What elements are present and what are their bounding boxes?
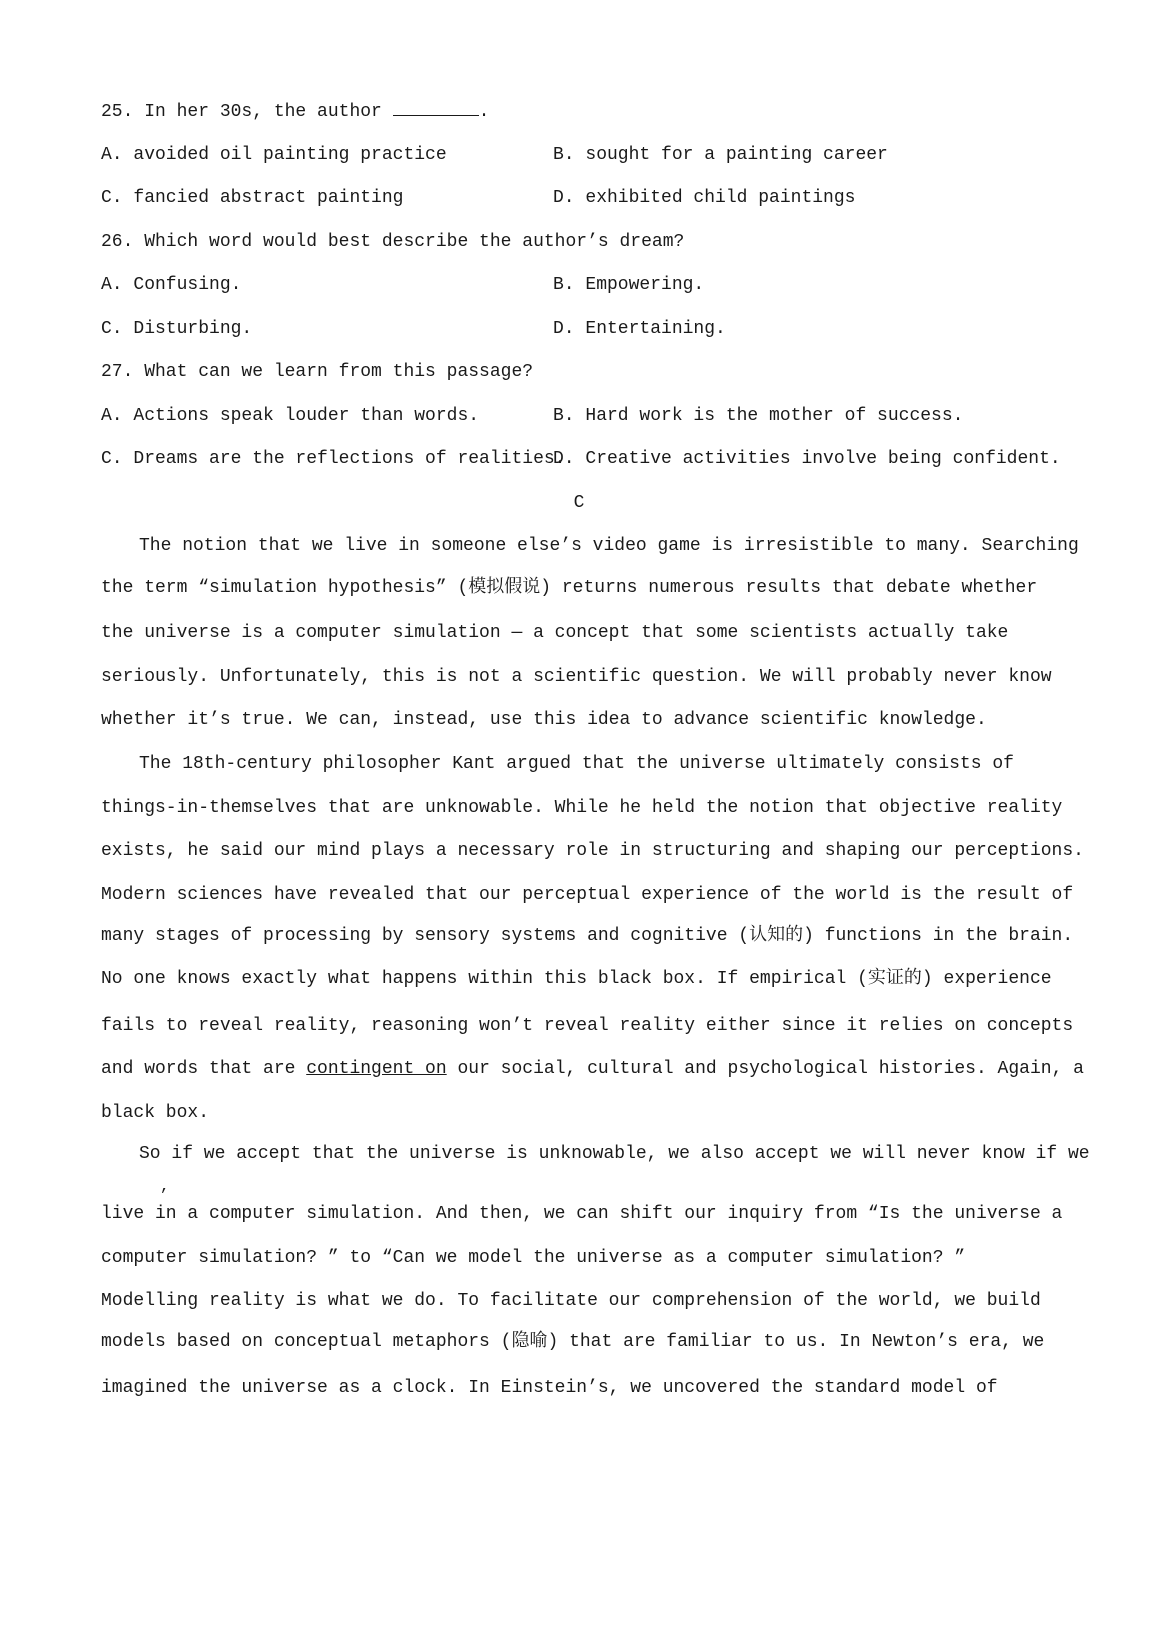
question-26-stem: 26. Which word would best describe the author’s dream? bbox=[101, 232, 685, 252]
section-label: C bbox=[573, 493, 585, 513]
passage-line: So if we accept that the universe is unknowable, we also accept we will never know if we bbox=[139, 1144, 1090, 1164]
passage-line: models based on conceptual metaphors (隐喻) that are familiar to us. In Newton’s era, we bbox=[101, 1332, 1045, 1352]
passage-line: fails to reveal reality, reasoning won’t reveal reality either since it relies on concepts bbox=[101, 1016, 1074, 1036]
passage-line: seriously. Unfortunately, this is not a scientific question. We will probably never know bbox=[101, 667, 1052, 687]
q25-option-c: C. fancied abstract painting bbox=[101, 188, 404, 208]
passage-line: No one knows exactly what happens within this black box. If empirical (实证的) experience bbox=[101, 969, 1052, 989]
passage-line: black box. bbox=[101, 1103, 210, 1123]
q26-option-c: C. Disturbing. bbox=[101, 319, 253, 339]
q25-option-b: B. sought for a painting career bbox=[553, 145, 888, 165]
passage-line: The notion that we live in someone else’s video game is irresistible to many. Searching bbox=[139, 536, 1079, 556]
passage-line: whether it’s true. We can, instead, use this idea to advance scientific knowledge. bbox=[101, 710, 987, 730]
passage-line: The 18th-century philosopher Kant argued that the universe ultimately consists of bbox=[139, 754, 1014, 774]
question-25-period: . bbox=[478, 102, 490, 122]
passage-line: many stages of processing by sensory systems and cognitive (认知的) functions in the brain. bbox=[101, 926, 1074, 946]
q26-option-d: D. Entertaining. bbox=[553, 319, 726, 339]
question-25-stem bbox=[101, 99, 489, 124]
q27-option-c: C. Dreams are the reflections of realities. bbox=[101, 449, 566, 469]
q25-option-d: D. exhibited child paintings bbox=[553, 188, 856, 208]
passage-text: our social, cultural and psychological histories. Again, a bbox=[446, 1059, 1084, 1079]
q27-option-d: D. Creative activities involve being confident. bbox=[553, 449, 1061, 469]
passage-line: Modelling reality is what we do. To facilitate our comprehension of the world, we build bbox=[101, 1291, 1041, 1311]
passage-line: the term “simulation hypothesis” (模拟假说) returns numerous results that debate whether bbox=[101, 578, 1038, 598]
passage-line: computer simulation? ” to “Can we model the universe as a computer simulation? ” bbox=[101, 1248, 966, 1268]
underlined-phrase: contingent on bbox=[306, 1059, 447, 1079]
passage-line: exists, he said our mind plays a necessary role in structuring and shaping our perceptions. bbox=[101, 841, 1084, 861]
question-25-stem-text: 25. In her 30s, the author bbox=[101, 102, 393, 122]
passage-text: and words that are bbox=[101, 1059, 307, 1079]
stray-comma-mark: , bbox=[160, 1177, 170, 1195]
passage-line: things-in-themselves that are unknowable. While he held the notion that objective reality bbox=[101, 798, 1063, 818]
passage-line: live in a computer simulation. And then, we can shift our inquiry from “Is the universe a bbox=[101, 1204, 1063, 1224]
q25-option-a: A. avoided oil painting practice bbox=[101, 145, 447, 165]
q27-option-b: B. Hard work is the mother of success. bbox=[553, 406, 964, 426]
passage-line: imagined the universe as a clock. In Einstein’s, we uncovered the standard model of bbox=[101, 1378, 998, 1398]
passage-line: Modern sciences have revealed that our perceptual experience of the world is the result of bbox=[101, 885, 1074, 905]
passage-line: the universe is a computer simulation — a concept that some scientists actually take bbox=[101, 623, 1009, 643]
q27-option-a: A. Actions speak louder than words. bbox=[101, 406, 480, 426]
answer-blank bbox=[393, 99, 479, 116]
q26-option-b: B. Empowering. bbox=[553, 275, 705, 295]
passage-line bbox=[101, 1057, 1084, 1081]
question-27-stem: 27. What can we learn from this passage? bbox=[101, 362, 534, 382]
q26-option-a: A. Confusing. bbox=[101, 275, 242, 295]
